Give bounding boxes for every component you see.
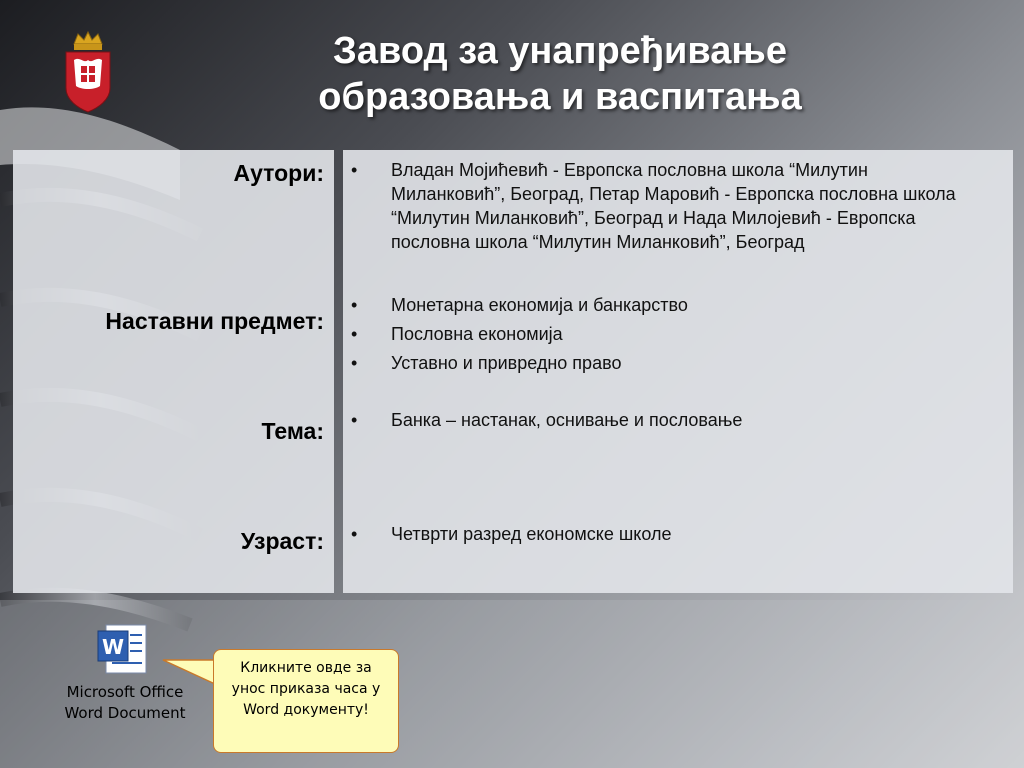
bullet-icon: •	[351, 160, 358, 180]
labels-panel	[13, 150, 334, 593]
list-item: • Пословна економија	[351, 324, 563, 344]
title-line-2: образовања и васпитања	[318, 76, 802, 118]
bullet-icon: •	[351, 295, 358, 315]
title-line-1: Завод за унапређивање	[333, 30, 787, 72]
subjects-list	[343, 293, 973, 380]
word-document-icon[interactable]	[96, 623, 152, 675]
svg-text:W: W	[101, 635, 125, 659]
page-title	[250, 28, 870, 120]
list-item: • Монетарна економија и банкарство	[351, 295, 688, 315]
instruction-callout	[213, 649, 399, 753]
age-label: Узраст:	[240, 528, 324, 554]
bullet-icon: •	[351, 324, 358, 344]
list-item: • Банка – настанак, оснивање и пословање	[351, 410, 743, 430]
bullet-icon: •	[351, 410, 358, 430]
bullet-icon: •	[351, 524, 358, 544]
callout-text: Кликните овде за унос приказа часа у Word документу!	[231, 660, 381, 718]
age-list	[343, 522, 973, 551]
list-item: • Уставно и привредно право	[351, 353, 622, 373]
bullet-icon: •	[351, 353, 358, 373]
subject-label: Наставни предмет:	[105, 308, 324, 334]
authors-label: Аутори:	[233, 160, 324, 186]
word-document-caption: Microsoft Office Word Document	[64, 683, 186, 722]
list-item: • Четврти разред економске школе	[351, 524, 672, 544]
callout-tail	[160, 652, 220, 692]
serbia-coat-of-arms-icon	[62, 30, 114, 114]
list-item: • Владан Мојићевић - Европска пословна школа “Милутин Миланковић”, Београд, Петар Маровић - Европска пословна школа “Милутин Миланковић”, Београд и Нада Милојевић - Европска пословна школа “Милутин Миланковић”, Београд	[351, 160, 956, 252]
content-panel	[343, 150, 1013, 593]
topic-label: Тема:	[261, 418, 324, 444]
topic-list	[343, 408, 973, 437]
authors-list	[343, 158, 973, 259]
